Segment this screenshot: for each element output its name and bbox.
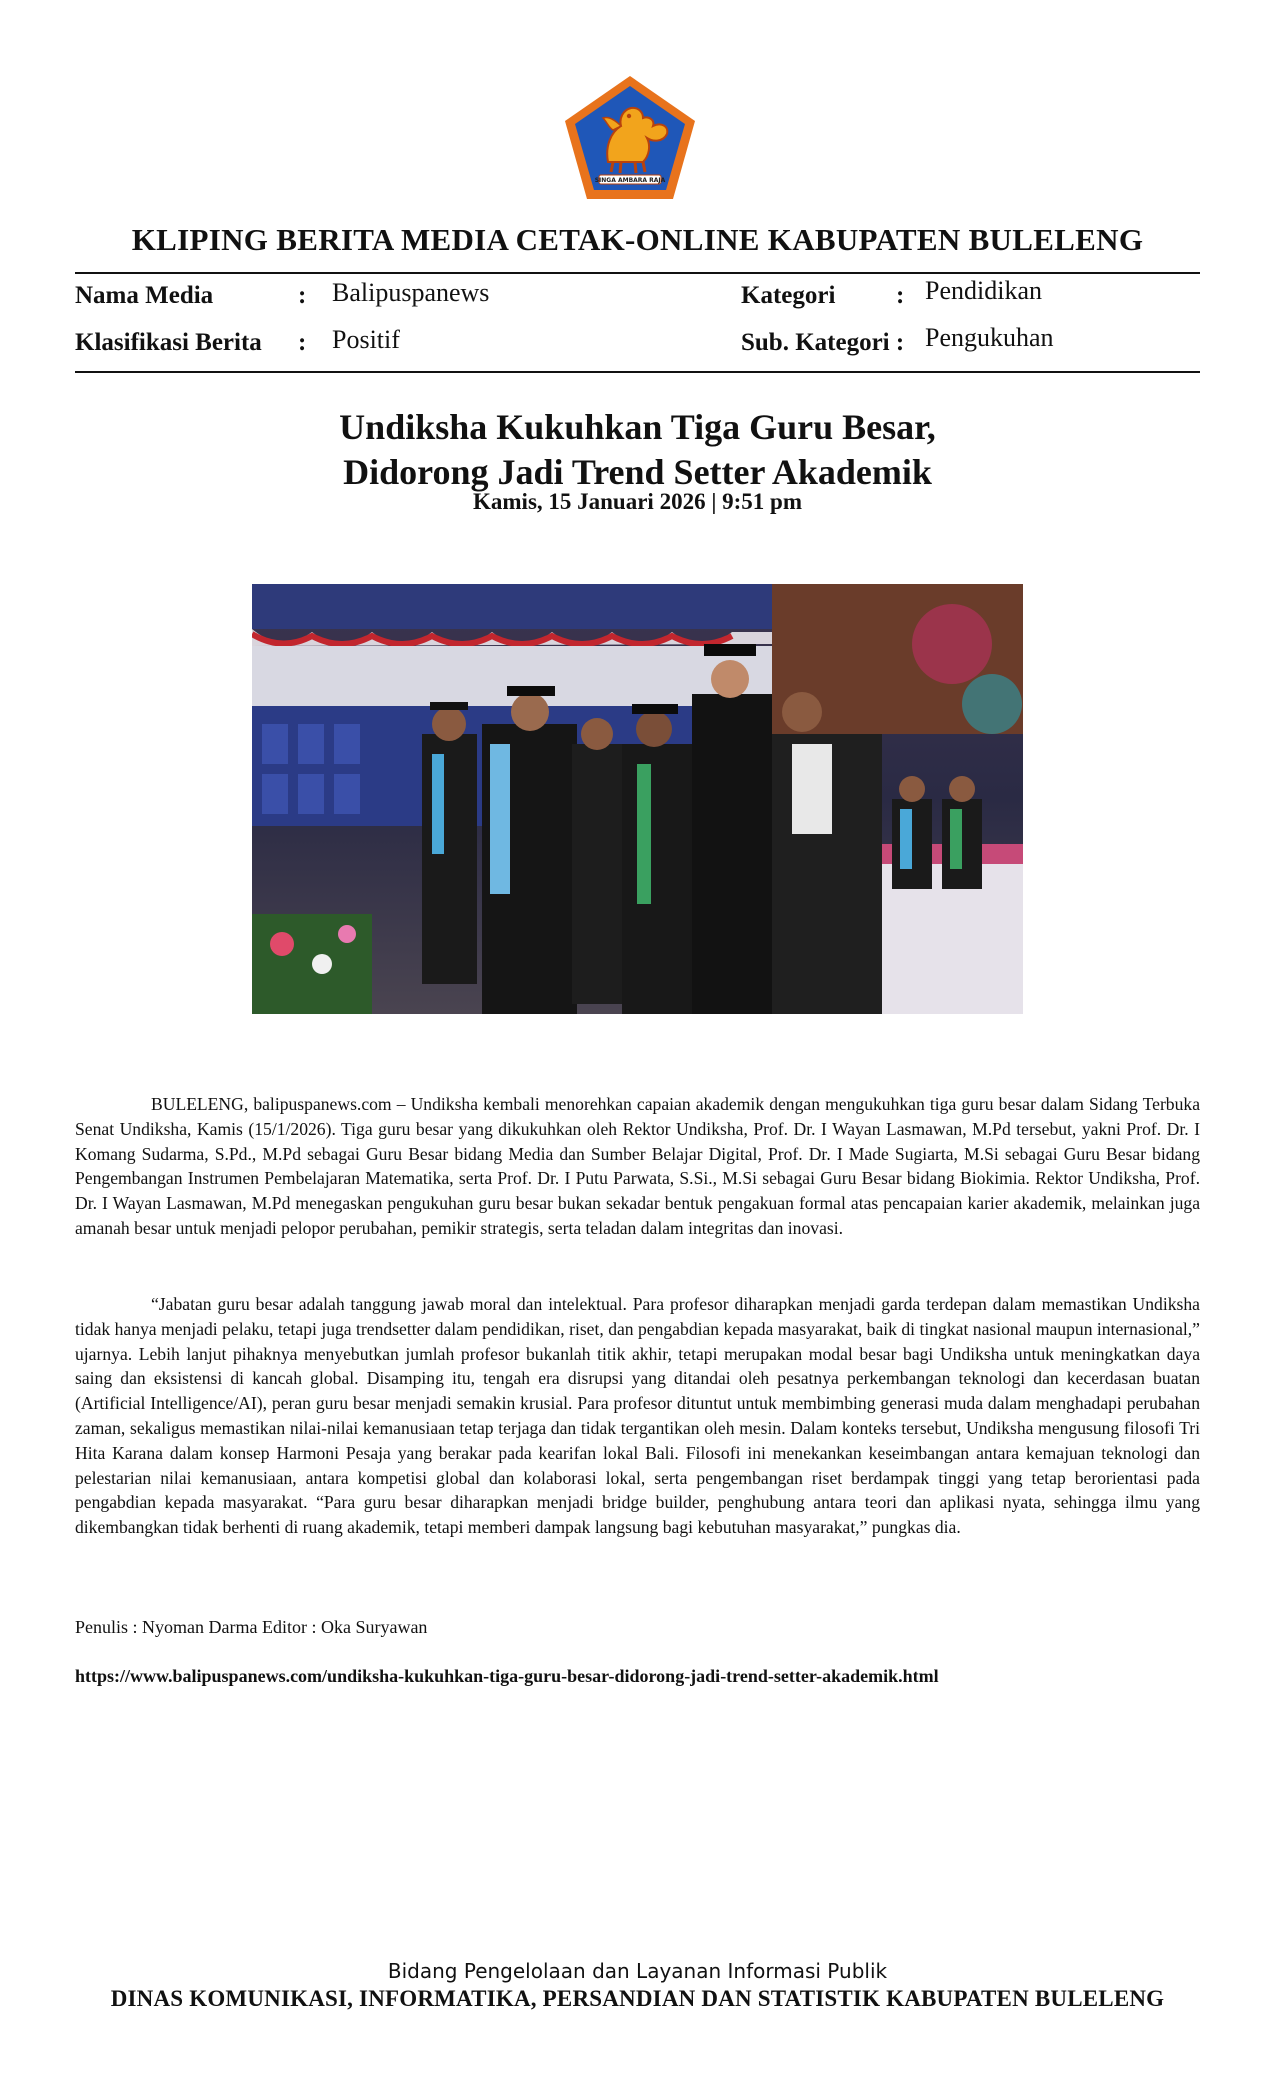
- classification-colon: :: [298, 329, 307, 356]
- article-headline-line2: Didorong Jadi Trend Setter Akademik: [343, 452, 932, 492]
- article-paragraph-2-text: “Jabatan guru besar adalah tanggung jawab moral dan intelektual. Para profesor diharapkan menjadi garda terdepan dalam memastikan Undiksha tidak hanya menjadi pelaku, tetapi juga trendsetter dalam pendidikan, riset, dan pengabdian kepada masyarakat, baik di tingkat nasional maupun internasional,” ujarnya. Lebih lanjut pihaknya menyebutkan jumlah profesor bukanlah titik akhir, tetapi merupakan modal besar bagi Undiksha untuk meningkatkan daya saing dan eksistensi di kancah global. Disamping itu, tengah era disrupsi yang ditandai oleh pesatnya perkembangan teknologi dan kecerdasan buatan (Artificial Intelligence/AI), peran guru besar menjadi semakin krusial. Para profesor dituntut untuk membimbing generasi muda dalam menghadapi perubahan zaman, sekaligus memastikan nilai-nilai kemanusiaan tetap terjaga dan tidak tergantikan oleh mesin. Dalam konteks tersebut, Undiksha mengusung filosofi Tri Hita Karana dalam konsep Harmoni Pesaja yang berakar pada kearifan lokal Bali. Filosofi ini menekankan keseimbangan antara kemajuan teknologi dan pelestarian nilai kemanusiaan, antara kompetisi global dan kolaborasi lokal, serta pengembangan riset berdampak tinggi yang tetap berorientasi pada pengabdian kepada masyarakat. “Para guru besar diharapkan menjadi bridge builder, penghubung antara teori dan aplikasi nyata, sehingga ilmu yang dikembangkan tidak berhenti di ruang akademik, tetapi memberi dampak langsung bagi kebutuhan masyarakat,” pungkas dia.: [75, 1294, 1200, 1538]
- classification-value: Positif: [332, 325, 400, 354]
- article-paragraph-1: [75, 1092, 1200, 1241]
- subcategory-label: Sub. Kategori :: [741, 329, 905, 356]
- subcategory-value: Pengukuhan: [925, 323, 1054, 352]
- footer-title: DINAS KOMUNIKASI, INFORMATIKA, PERSANDIAN DAN STATISTIK KABUPATEN BULELENG: [110, 1986, 1165, 2011]
- footer-subtitle: Bidang Pengelolaan dan Layanan Informasi Publik: [387, 1959, 888, 1983]
- category-value: Pendidikan: [925, 276, 1042, 305]
- category-label: Kategori: [741, 282, 836, 309]
- header-rule-top: [75, 272, 1200, 274]
- clipping-header-title: KLIPING BERITA MEDIA CETAK-ONLINE KABUPATEN BULELENG: [131, 222, 1144, 257]
- singa-ambara-raja-emblem-icon: [563, 74, 697, 201]
- media-name-value: Balipuspanews: [332, 278, 490, 307]
- article-headline-line1: Undiksha Kukuhkan Tiga Guru Besar,: [339, 407, 936, 447]
- category-colon: :: [896, 282, 905, 309]
- article-paragraph-2: [75, 1292, 1200, 1540]
- media-name-label: Nama Media: [75, 282, 214, 309]
- regency-logo: [563, 74, 697, 201]
- header-rule-bottom: [75, 371, 1200, 373]
- article-paragraph-1-text: BULELENG, balipuspanews.com – Undiksha kembali menorehkan capaian akademik dengan mengukuhkan tiga guru besar dalam Sidang Terbuka Senat Undiksha, Kamis (15/1/2026). Tiga guru besar yang dikukuhkan oleh Rektor Undiksha, Prof. Dr. I Wayan Lasmawan, M.Pd tersebut, yakni Prof. Dr. I Komang Sudarma, S.Pd., M.Pd sebagai Guru Besar bidang Media dan Sumber Belajar Digital, Prof. Dr. I Made Sugiarta, M.Si sebagai Guru Besar bidang Pengembangan Instrumen Pembelajaran Matematika, serta Prof. Dr. I Putu Parwata, S.Si., M.Si sebagai Guru Besar bidang Biokimia. Rektor Undiksha, Prof. Dr. I Wayan Lasmawan, M.Pd menegaskan pengukuhan guru besar bukan sekadar bentuk pengakuan formal atas pencapaian karier akademik, melainkan juga amanah besar untuk menjadi pelopor perubahan, pemikir strategis, serta teladan dalam integritas dan inovasi.: [75, 1094, 1200, 1238]
- article-photo: [252, 584, 1023, 1014]
- classification-label: Klasifikasi Berita: [75, 329, 262, 356]
- graduation-ceremony-photo: [252, 584, 1023, 1014]
- logo-motto: SINGA AMBARA RAJA: [594, 177, 666, 184]
- media-name-colon: :: [298, 282, 307, 309]
- article-credit: Penulis : Nyoman Darma Editor : Oka Suryawan: [75, 1617, 428, 1637]
- article-dateline: Kamis, 15 Januari 2026 | 9:51 pm: [473, 489, 802, 514]
- article-source-url: https://www.balipuspanews.com/undiksha-kukuhkan-tiga-guru-besar-didorong-jadi-trend-setter-akademik.html: [75, 1666, 939, 1686]
